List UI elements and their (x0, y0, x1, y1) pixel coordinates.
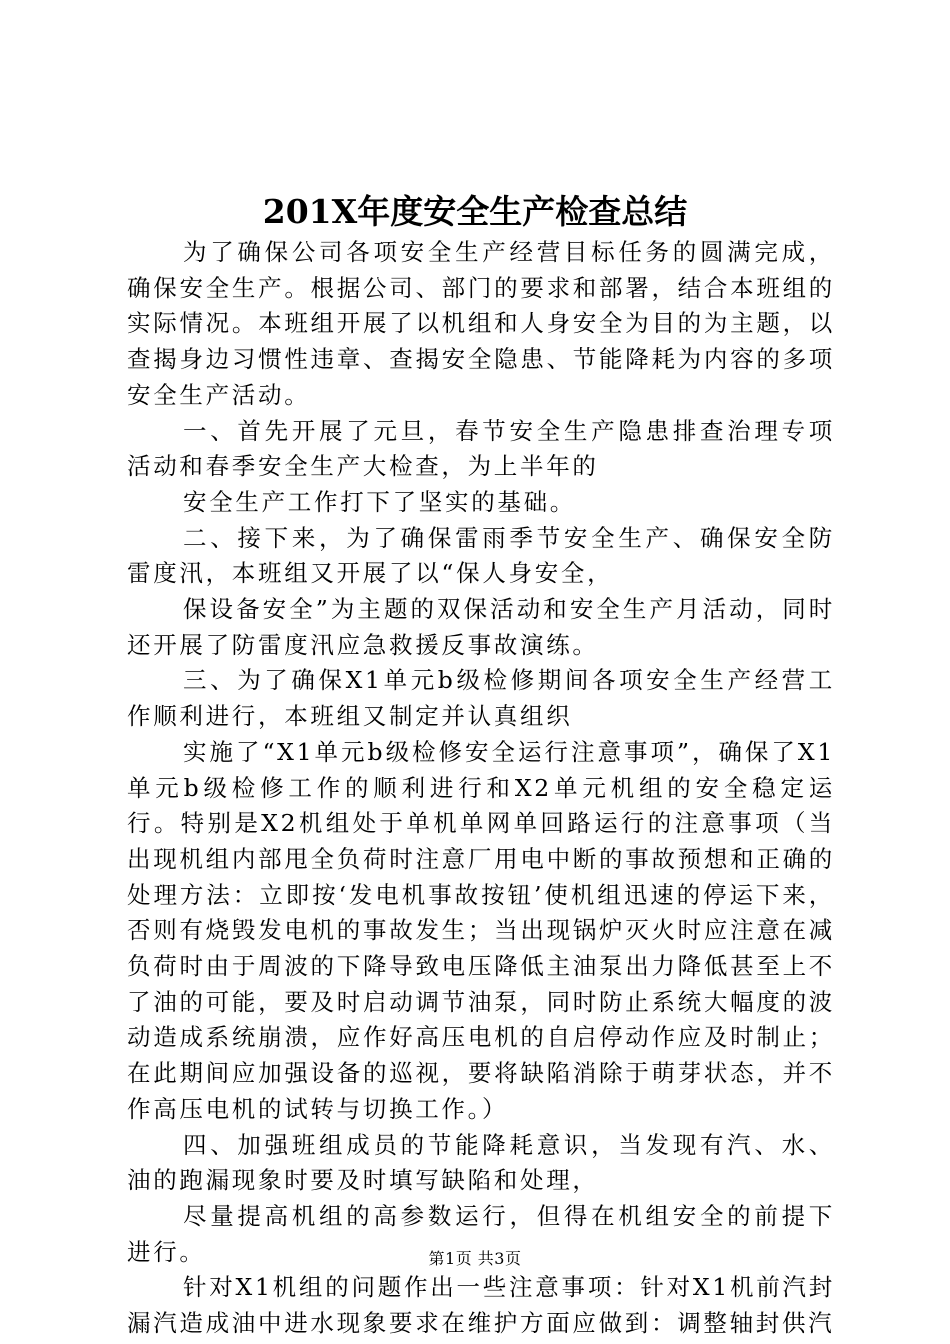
paragraph-section-3-cont: 实施了“X1单元b级检修安全运行注意事项”，确保了X1单元b级检修工作的顺利进行和X2单元机组的安全稳定运行。特别是X2机组处于单机单网单回路运行的注意事项（当出现机组内部甩全负荷时注意厂用电中断的事故预想和正确的处理方法：立即按‘发电机事故按钮’使机组迅速的停运下来，否则有烧毁发电机的事故发生；当出现锅炉灭火时应注意在减负荷时由于周波的下降导致电压降低主油泵出力降低甚至上不了油的可能，要及时启动调节油泵，同时防止系统大幅度的波动造成系统崩溃，应作好高压电机的自启停动作应及时制止；在此期间应加强设备的巡视，要将缺陷消除于萌芽状态，并不作高压电机的试转与切换工作。） (127, 737, 835, 1123)
paragraph-section-1-cont: 安全生产工作打下了坚实的基础。 (183, 487, 576, 516)
document-body (127, 235, 835, 1342)
paragraph-section-4-cont: 尽量提高机组的高参数运行，但得在机组安全的前提下进行。 (127, 1201, 835, 1266)
paragraph-section-2: 二、接下来，为了确保雷雨季节安全生产、确保安全防雷度汛，本班组又开展了以“保人身安全， (127, 523, 835, 588)
paragraph-section-4: 四、加强班组成员的节能降耗意识，当发现有汽、水、油的跑漏现象时要及时填写缺陷和处理， (127, 1130, 835, 1195)
paragraph-section-1: 一、首先开展了元旦，春节安全生产隐患排查治理专项活动和春季安全生产大检查，为上半年的 (127, 416, 835, 481)
paragraph-x1-notes: 针对X1机组的问题作出一些注意事项：针对X1机前汽封漏汽造成油中进水现象要求在维护方面应做到：调整轴封供汽 (127, 1273, 835, 1338)
paragraph-intro: 为了确保公司各项安全生产经营目标任务的圆满完成，确保安全生产。根据公司、部门的要求和部署，结合本班组的实际情况。本班组开展了以机组和人身安全为目的为主题，以查揭身边习惯性违章、查揭安全隐患、节能降耗为内容的多项安全生产活动。 (127, 238, 835, 409)
paragraph-section-2-cont: 保设备安全”为主题的双保活动和安全生产月活动，同时还开展了防雷度汛应急救援反事故演练。 (127, 595, 835, 659)
paragraph-section-3: 三、为了确保X1单元b级检修期间各项安全生产经营工作顺利进行，本班组又制定并认真组织 (127, 666, 835, 731)
document-title: 201X年度安全生产检查总结 (262, 192, 688, 231)
page-number-footer: 第1页 共3页 (428, 1249, 522, 1268)
